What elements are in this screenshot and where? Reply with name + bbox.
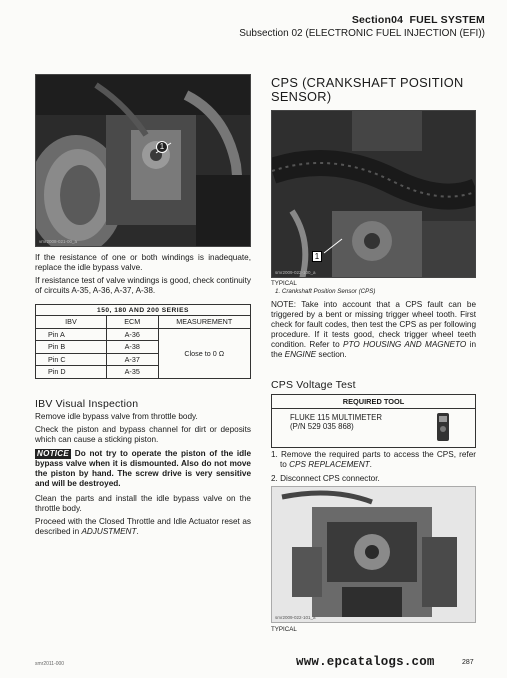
note-text: NOTE: Take into account that a CPS fault can be triggered by a bent or missing trigger wheel tooth. First check for fault codes, then test the CPS as per following procedure. If it tests good, check trigger wheel teeth condition. Refer to xyxy=(271,300,476,349)
cps-replacement-link[interactable]: CPS REPLACEMENT xyxy=(289,460,370,469)
ibv-section xyxy=(35,399,251,537)
subsection-title: Subsection 02 (ELECTRONIC FUEL INJECTION (EFI)) xyxy=(239,28,485,39)
table-cell: A-37 xyxy=(106,353,158,366)
ibv-check-paragraph: Check the piston and bypass channel for dirt or deposits which can cause a sticking piston. xyxy=(35,425,251,444)
photo-reference: vmr2008-021-00_a xyxy=(39,239,78,244)
continuity-paragraph: If resistance test of valve windings is good, check continuity of circuits A-35, A-36, A-37, A-38. xyxy=(35,276,251,295)
caption-text: 1. Crankshaft Position Sensor (CPS) xyxy=(275,287,376,295)
section-label: Section xyxy=(351,14,392,26)
watermark-url: www.epcatalogs.com xyxy=(296,655,435,669)
cps-photo xyxy=(271,110,476,278)
table-cell: Pin A xyxy=(36,328,107,341)
proceed-text: Proceed with the Closed Throttle and Idle Actuator reset as described in xyxy=(35,517,251,536)
left-column xyxy=(35,253,251,296)
note-text-mid: in the xyxy=(271,340,476,359)
resistance-paragraph: If the resistance of one or both windings is inadequate, replace the idle bypass valve. xyxy=(35,253,251,272)
document-code: smr2011-000 xyxy=(35,661,65,667)
table-cell: A-36 xyxy=(106,328,158,341)
table-row xyxy=(36,328,251,341)
tool-part-number: (P/N 529 035 868) xyxy=(290,422,354,431)
engine-link[interactable]: ENGINE xyxy=(284,350,317,359)
note-text-end: section. xyxy=(316,350,347,359)
table-cell: Pin B xyxy=(36,341,107,354)
section-title: FUEL SYSTEM xyxy=(409,14,485,26)
photo-callout: 1 xyxy=(156,141,168,153)
cps-note xyxy=(271,300,476,360)
cps-steps xyxy=(271,450,476,484)
table-header: ECM xyxy=(106,316,158,329)
connector-photo-caption: TYPICAL xyxy=(271,626,297,633)
step-2: 2. Disconnect CPS connector. xyxy=(271,474,380,483)
pto-housing-link[interactable]: PTO HOUSING AND MAGNETO xyxy=(343,340,467,349)
continuity-table xyxy=(35,304,251,379)
required-tool-header: REQUIRED TOOL xyxy=(272,395,475,409)
idle-bypass-valve-photo xyxy=(35,74,251,247)
tool-body xyxy=(272,409,475,447)
note-paragraph xyxy=(271,300,476,360)
measurement-cell: Close to 0 Ω xyxy=(158,328,250,378)
table-header: IBV xyxy=(36,316,107,329)
cps-voltage-test-heading: CPS Voltage Test xyxy=(271,379,356,391)
cps-photo-caption xyxy=(271,280,476,295)
spec-table-wrap xyxy=(35,304,251,379)
photo-reference: smr2009-022-100_a xyxy=(275,270,316,275)
table-title: 150, 180 AND 200 SERIES xyxy=(36,305,251,316)
notice-paragraph xyxy=(35,449,251,489)
step-1 xyxy=(271,450,476,470)
tool-info xyxy=(290,413,382,443)
table-cell: Pin C xyxy=(36,353,107,366)
table-cell: Pin D xyxy=(36,366,107,379)
tool-name: FLUKE 115 MULTIMETER xyxy=(290,413,382,422)
ibv-proceed-paragraph xyxy=(35,517,251,537)
section-number: 04 xyxy=(391,14,404,26)
required-tool-box xyxy=(271,394,476,448)
table-cell: A-35 xyxy=(106,366,158,379)
page-number: 287 xyxy=(462,659,474,666)
photo-reference: smr2009-022-101_a xyxy=(275,615,316,620)
ibv-remove-paragraph: Remove idle bypass valve from throttle body. xyxy=(35,412,198,421)
table-header: MEASUREMENT xyxy=(158,316,250,329)
page-header xyxy=(239,14,485,39)
section-title-line xyxy=(239,14,485,26)
adjustment-link[interactable]: ADJUSTMENT xyxy=(81,527,137,536)
multimeter-icon xyxy=(437,413,449,441)
proceed-end: . xyxy=(136,527,139,536)
table-cell: A-38 xyxy=(106,341,158,354)
caption-title: TYPICAL xyxy=(271,280,297,287)
ibv-clean-paragraph: Clean the parts and install the idle bypass valve on the throttle body. xyxy=(35,494,251,513)
ibv-heading: IBV Visual Inspection xyxy=(35,398,139,410)
notice-label: NOTICE xyxy=(37,449,70,458)
cps-heading: CPS (CRANKSHAFT POSITION SENSOR) xyxy=(271,75,464,104)
cps-connector-photo xyxy=(271,486,476,623)
photo-callout: 1 xyxy=(312,251,322,262)
step-1-text: 1. Remove the required parts to access the CPS, refer to xyxy=(271,450,476,469)
notice-text: Do not try to operate the piston of the idle bypass valve when it is dismounted. Also do not move the piston by hand. The screw drive is very sensitive and will be destroyed. xyxy=(35,449,251,488)
step-1-end: . xyxy=(369,460,372,469)
